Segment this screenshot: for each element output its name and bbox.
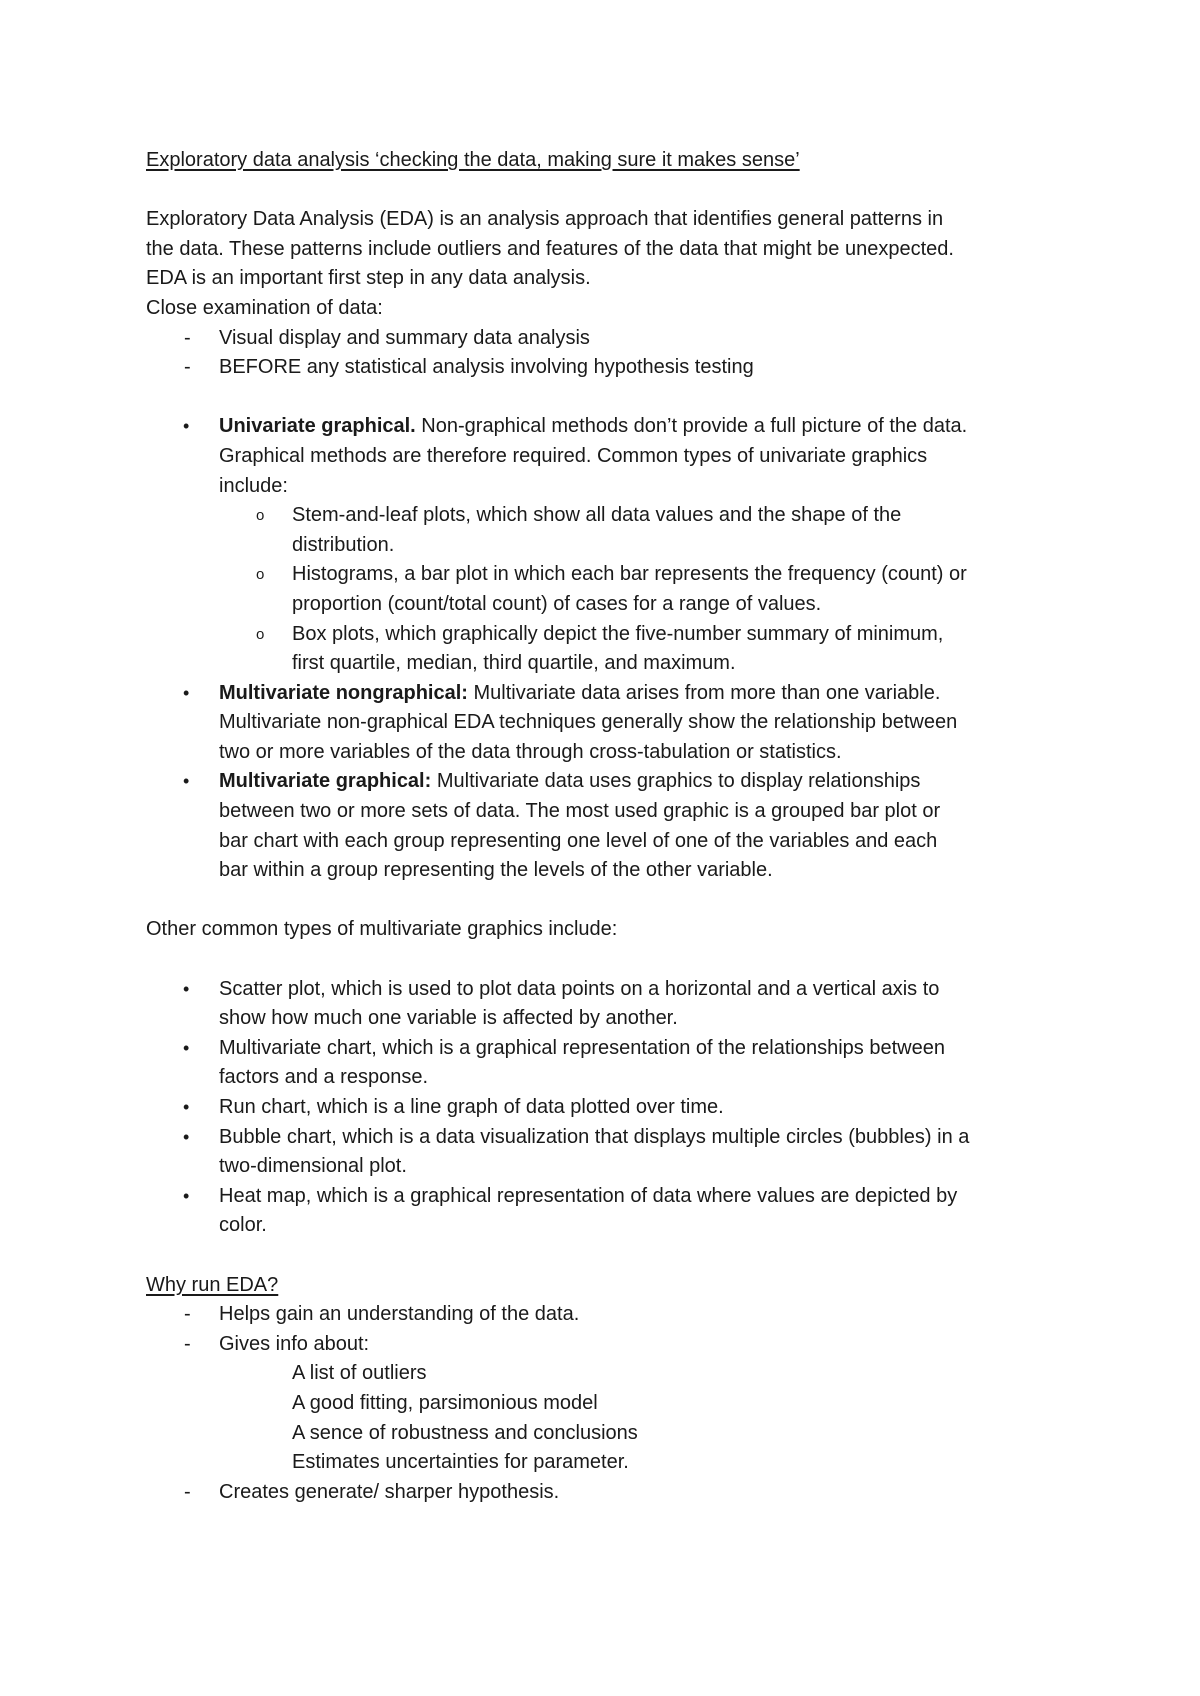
bullet-marker: • — [183, 1185, 190, 1206]
sub-item-text: Histograms, a bar plot in which each bar represents the frequency (count) or — [292, 563, 967, 586]
sub-bullet-marker: o — [256, 625, 265, 643]
sub-item-text: first quartile, median, third quartile, and maximum. — [292, 652, 736, 675]
sub-list-item — [146, 501, 1066, 560]
section-intro: Other common types of multivariate graphics include: — [146, 918, 618, 941]
info-list-item: A list of outliers — [292, 1362, 427, 1385]
category-text: Multivariate data uses graphics to display relationships — [431, 770, 921, 793]
sub-item-text: proportion (count/total count) of cases for a range of values. — [292, 592, 822, 615]
sub-item-text: Box plots, which graphically depict the five-number summary of minimum, — [292, 622, 944, 645]
section-heading: Why run EDA? — [146, 1273, 279, 1296]
intro-line: EDA is an important first step in any data analysis. — [146, 267, 591, 290]
bullet-marker: • — [183, 416, 190, 437]
intro-line: the data. These patterns include outliers and features of the data that might be unexpected. — [146, 237, 954, 260]
list-item — [146, 353, 1066, 383]
dash-marker: - — [184, 1480, 191, 1503]
list-item-text: Creates generate/ sharper hypothesis. — [219, 1480, 560, 1503]
bullet-marker: • — [183, 1037, 190, 1058]
bullet-marker: • — [183, 771, 190, 792]
bullet-marker: • — [183, 1126, 190, 1147]
dash-marker: - — [184, 1303, 191, 1326]
category-text: Graphical methods are therefore required. Common types of univariate graphics — [219, 444, 928, 467]
list-item — [146, 1034, 1066, 1093]
category-text: include: — [219, 474, 288, 497]
list-item — [146, 1300, 1066, 1330]
dash-marker: - — [184, 1332, 191, 1355]
sub-list-item — [146, 620, 1066, 679]
category-text: Multivariate data arises from more than one variable. — [467, 681, 941, 704]
sub-item-text: distribution. — [292, 533, 395, 556]
category-heading: Multivariate graphical: — [219, 770, 432, 793]
category-text: bar chart with each group representing one level of one of the variables and each — [219, 829, 938, 852]
list-item — [146, 1182, 1066, 1241]
sub-list-item — [146, 560, 1066, 619]
list-item — [146, 1123, 1066, 1182]
list-item — [146, 975, 1066, 1034]
category-heading: Multivariate nongraphical: — [219, 681, 468, 704]
sub-bullet-marker: o — [256, 566, 265, 584]
list-item-text: Bubble chart, which is a data visualization that displays multiple circles (bubbles) in a — [219, 1125, 970, 1148]
sub-bullet-marker: o — [256, 507, 265, 525]
intro-line: Close examination of data: — [146, 296, 383, 319]
category-multivariate-graphical — [146, 767, 1066, 885]
list-item-text: Visual display and summary data analysis — [219, 326, 590, 349]
info-list-item: A good fitting, parsimonious model — [292, 1391, 598, 1414]
sub-item-text: Stem-and-leaf plots, which show all data values and the shape of the — [292, 504, 902, 527]
info-list-item: Estimates uncertainties for parameter. — [292, 1451, 629, 1474]
category-univariate-graphical — [146, 412, 1066, 501]
list-item — [146, 1478, 1066, 1508]
list-item-text: Run chart, which is a line graph of data plotted over time. — [219, 1096, 724, 1118]
bullet-marker: • — [183, 682, 190, 703]
list-item — [146, 324, 1066, 354]
category-multivariate-nongraphical — [146, 679, 1066, 768]
bullet-marker: • — [183, 978, 190, 999]
list-item-text: Scatter plot, which is used to plot data points on a horizontal and a vertical axis to — [219, 977, 940, 1000]
list-item-text: color. — [219, 1214, 267, 1237]
intro-line: Exploratory Data Analysis (EDA) is an analysis approach that identifies general patterns in — [146, 208, 944, 231]
category-text: Non-graphical methods don’t provide a full picture of the data. — [415, 415, 968, 438]
category-heading: Univariate graphical. — [219, 415, 416, 438]
document-body — [146, 146, 1066, 1507]
bullet-marker: • — [183, 1097, 190, 1117]
category-text: bar within a group representing the levels of the other variable. — [219, 859, 773, 882]
category-text: two or more variables of the data through cross-tabulation or statistics. — [219, 740, 842, 763]
list-item-text: factors and a response. — [219, 1066, 429, 1089]
list-item — [146, 1330, 1066, 1360]
dash-marker: - — [184, 356, 191, 379]
list-item-text: Heat map, which is a graphical representation of data where values are depicted by — [219, 1184, 958, 1207]
dash-marker: - — [184, 326, 191, 349]
category-text: between two or more sets of data. The most used graphic is a grouped bar plot or — [219, 800, 941, 823]
page-title: Exploratory data analysis ‘checking the data, making sure it makes sense’ — [146, 149, 800, 171]
list-item-text: Multivariate chart, which is a graphical representation of the relationships between — [219, 1036, 945, 1059]
list-item-text: Gives info about: — [219, 1332, 370, 1355]
list-item-text: show how much one variable is affected by another. — [219, 1007, 678, 1030]
list-item-text: two-dimensional plot. — [219, 1155, 407, 1178]
list-item — [146, 1093, 1066, 1123]
list-item-text: BEFORE any statistical analysis involving hypothesis testing — [219, 356, 754, 379]
list-item-text: Helps gain an understanding of the data. — [219, 1303, 580, 1326]
info-list-item: A sence of robustness and conclusions — [292, 1421, 638, 1444]
category-text: Multivariate non-graphical EDA techniques generally show the relationship between — [219, 711, 958, 734]
